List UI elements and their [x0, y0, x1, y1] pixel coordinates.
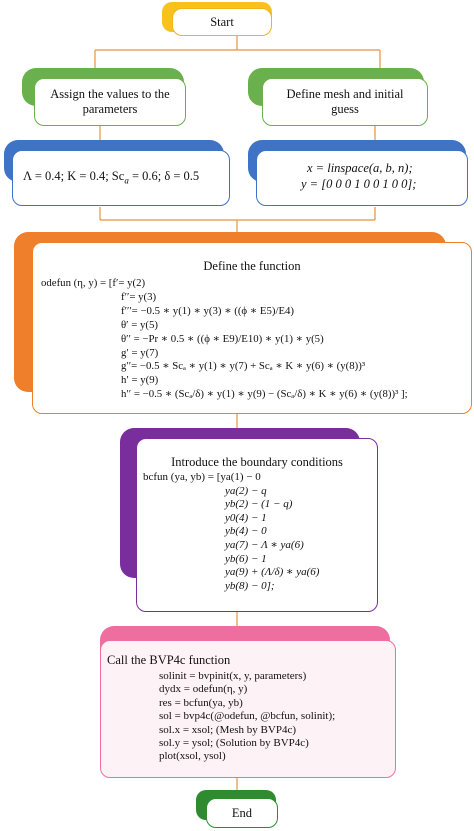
assign-node [34, 78, 186, 126]
define-line-6: g′′= −0.5 ∗ Scₐ ∗ y(1) ∗ y(7) + Scₐ ∗ K ∗ y(6) ∗ (y(8))³ [121, 360, 366, 373]
mesh-label: Define mesh and initial guess [286, 87, 404, 116]
boundary-node [136, 438, 378, 612]
end-label: End [231, 806, 253, 820]
define-line-1: f′′= y(3) [121, 290, 157, 303]
define-equations [33, 277, 471, 402]
define-title: Define the function [203, 259, 301, 273]
assign-label: Assign the values to the parameters [50, 87, 170, 116]
mesh-node [262, 78, 428, 126]
boundary-line-7: ya(9) + (Λ/δ) ∗ ya(6) [225, 566, 320, 579]
bvp-node [100, 640, 396, 778]
boundary-equations [137, 471, 377, 593]
bvp-title: Call the BVP4c function [107, 653, 231, 667]
boundary-line-0: bcfun (ya, yb) = [ya(1) − 0 [143, 471, 261, 483]
start-node [172, 8, 272, 36]
define-line-7: h′ = y(9) [121, 374, 159, 387]
define-line-2: f′′′= −0.5 ∗ y(1) ∗ y(3) ∗ ((ϕ ∗ E5)/E4) [121, 304, 295, 317]
boundary-line-3: y0(4) − 1 [225, 511, 267, 524]
end-node [206, 798, 278, 828]
bvp-line-6: plot(xsol, ysol) [159, 750, 226, 763]
linspace-line-1: x = linspace(a, b, n); [307, 161, 413, 175]
boundary-line-4: yb(4) − 0 [225, 525, 267, 538]
boundary-line-5: ya(7) − Λ ∗ ya(6) [225, 538, 304, 551]
bvp-line-4: sol.x = xsol; (Mesh by BVP4c) [159, 723, 296, 736]
define-line-8: h′′ = −0.5 ∗ (Scₐ/δ) ∗ y(1) ∗ y(9) − (Scₐ/δ) ∗ K ∗ y(6) ∗ (y(8))³ ]; [121, 388, 408, 401]
boundary-title: Introduce the boundary conditions [171, 455, 343, 469]
boundary-line-6: yb(6) − 1 [225, 552, 267, 565]
bvp-statements [101, 670, 395, 764]
params-node [12, 150, 230, 206]
define-node [32, 242, 472, 414]
bvp-line-1: dydx = odefun(η, y) [159, 683, 248, 696]
params-rest: = 0.6; δ = 0.5 [128, 169, 200, 183]
define-line-4: θ′′ = −Pr ∗ 0.5 ∗ ((ϕ ∗ E9)/E10) ∗ y(1) ∗ y(5) [121, 332, 324, 345]
define-line-0: odefun (η, y) = [f′= y(2) [41, 277, 146, 289]
boundary-line-1: ya(2) − q [225, 484, 267, 497]
bvp-line-0: solinit = bvpinit(x, y, parameters) [159, 670, 307, 682]
linspace-node [256, 150, 468, 206]
params-text: Λ = 0.4; K = 0.4; Sc [23, 169, 125, 183]
boundary-line-2: yb(2) − (1 − q) [225, 498, 293, 511]
bvp-line-3: sol = bvp4c(@odefun, @bcfun, solinit); [159, 710, 336, 723]
boundary-line-8: yb(8) − 0]; [225, 579, 275, 592]
start-label: Start [210, 15, 234, 29]
define-line-3: θ′ = y(5) [121, 318, 159, 331]
bvp-line-2: res = bcfun(ya, yb) [159, 696, 243, 709]
params-sub: a [124, 175, 129, 186]
linspace-line-2: y = [0 0 0 1 0 0 1 0 0]; [301, 177, 417, 191]
bvp-line-5: sol.y = ysol; (Solution by BVP4c) [159, 737, 309, 750]
define-line-5: g′ = y(7) [121, 346, 159, 359]
